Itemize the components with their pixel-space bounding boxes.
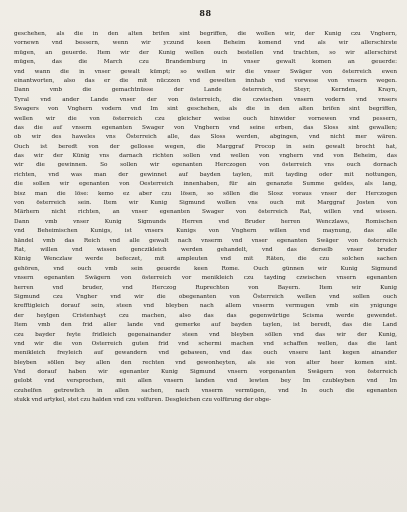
text-line: herren vnd bruder, vnd Herczog Ruprechten von Bayern. Item wir Kunig — [14, 284, 397, 291]
text-line: vnsern egenanten Swägern von österreich vor menikleich czu tayding czwischen vnsern egenanten — [14, 275, 397, 282]
text-line: mügen, das die March czu Brandemburg in vnser gewalt komen an geuerde: — [14, 59, 397, 66]
text-line: wellen wir die von österreich czu gleicher weise ouch hinwider vornewen vnd pessern, — [14, 115, 397, 122]
text-line: händel vmb das Reich vnd alle gewalt nach vnserm vnd vnser egenanten Swäger von österreich — [14, 237, 397, 244]
text-line: menikleich freyleich auf gewandern vnd gebawen, vnd das ouch vnsere lant kegen ainander — [14, 350, 397, 357]
text-line: Item vmb den frid aller lande vnd gemerke auf bayden taylen, ist beredt, das die Land — [14, 322, 397, 329]
text-line: Künig Wenczlaw werde befeczet, mit ampleuten vnd mit Räten, die czu solchen sachen — [14, 256, 397, 263]
text-line: czu bayder feyte fridleich gegenainander steen vnd bleyben söllen vnd das wir der Kunig, — [14, 331, 397, 338]
text-line: Rat, willen vnd wissen genczikleich werden gehandelt, vnd das derselb vnser bruder — [14, 246, 397, 253]
text-line: mügen, an geuerde. Item wir der Kunig wellen ouch bestellen vnd trachten, so wir allerschirst — [14, 49, 397, 56]
text-line: das die auf vnsern egenanten Swager von Vnghern vnd seine erben, das Sloss sint gewallen; — [14, 124, 397, 131]
text-line: die sollen wir egenanten von Oesterreich innenhaben, für ain genanzte Summe geldes, als lang, — [14, 181, 397, 188]
text-line: gehören, vnd ouch vmb sein geuerde keen Rome. Ouch günnen wir Kunig Sigmund — [14, 265, 397, 272]
text-line: ob wir des haweles vns Österreich alle, das Sloss werden, abgingen, vnd nicht mer wären. — [14, 134, 397, 141]
text-line: vnd Beheimischen Kunigs, ist vnsers Kunigs von Vnghern willen vnd maynung, das alle — [14, 228, 397, 235]
text-line: vornewn vnd bessern, wenn wir yczund keen Beheim komend vnd als wir allerschirste — [14, 40, 397, 47]
text-line: stukk vnd artykel, stet czu halden vnd czu volfuren. Desgleichen czu volfürung der obge- — [14, 397, 272, 404]
text-line: Ouch ist beredt von der gellosse wegen, die Marggraf Procop in sein gewalt brocht hat, — [14, 143, 397, 150]
text-line: gelobt vnd versprochen, mit allen vnsern landen vnd lewten bey Im czubleyben vnd Im — [14, 378, 397, 385]
text-line: geschehen, als die in den alten brifen sint begriffen, die wollen wir, der Kunig czu Vnghern, — [14, 31, 397, 37]
text-line: Vnd dorauf haben wir egenanter Kunig Sigmund vnsern vorgenanten Swägern von österreich — [14, 369, 397, 376]
text-line: einantworten, also das er die mit nüczzen vnd gewelten innhab vnd vorwese von vnsern wegen. — [14, 77, 397, 84]
text-line: das wir der Künig vns darnach richten sollen vnd wellen von vnghern vnd von Beheim, das — [14, 153, 397, 160]
text-line: Märhern nicht richten, an vnser egenanten Swager von österreich Rat, willen vnd wissen. — [14, 209, 397, 216]
text-line: bleyben söllen bey allen den rechten vnd gewonheyten, als sie von alter heer komen sint. — [14, 359, 397, 366]
text-line: von österreich sein. Item wir Kunig Sigmund wollen vns ouch mit Marggraf Josten von — [14, 200, 397, 207]
text-line: bisz man die löse: kemo ez aber czu lösen, so söllen die Slosz voraus vnser der Herczogen — [14, 190, 397, 197]
text-line: Dann vmb vnser Kunig Sigmunds Herren vnd Bruder herren Wenczlaws, Romischen — [14, 218, 397, 225]
text-line: Sigmund czu Vngher vnd wir die obegenanten von Österreich wellen vnd sollen ouch — [14, 293, 397, 300]
text-line: wir die gewinnen. So sollen wir egenanten Herczogen von österreich vns ouch dornach — [14, 162, 397, 169]
text-line: Dann vmb die gemachtnüsse der Lande österreich, Steyr, Kernden, Krayn, — [14, 87, 397, 94]
text-line: Swagers von Vnghern vodern vnd Im sint geschehen, als die in den alten brifen sint begriffen, — [14, 106, 397, 113]
text-line: vnd wann die in vnser gewalt kümpt; so wellen wir die vnser Swäger von österreich ewen — [14, 68, 397, 75]
text-line: Tyral vnd ander Lande vnser der von österreich, die czwischen vnsern vodern vnd vnsers — [14, 96, 397, 103]
page-number: 88 — [199, 8, 212, 18]
text-line: krefftigleich dorauf sein, steen vnd bleyben nach allem vnserm vermugen vmb ein ynigunge — [14, 303, 397, 310]
text-line: richten, vnd was man der gewinnet auf bayden taylen, mit tayding oder mit nottungen, — [14, 171, 397, 178]
text-line: vnd wir die von Osterreich guten frid vnd schermi machen vnd schaffen wellen, das die lant — [14, 340, 397, 347]
body-text — [14, 30, 397, 406]
text-line: czuhelfen getrewlich in allen sachen, nach vnserm vermügen, vnd In ouch die egenanten — [14, 387, 397, 394]
text-line: der heylgen Cristenhayt czu machen, also das das gegenwürtige Scisma werde gewendet. — [14, 312, 397, 319]
